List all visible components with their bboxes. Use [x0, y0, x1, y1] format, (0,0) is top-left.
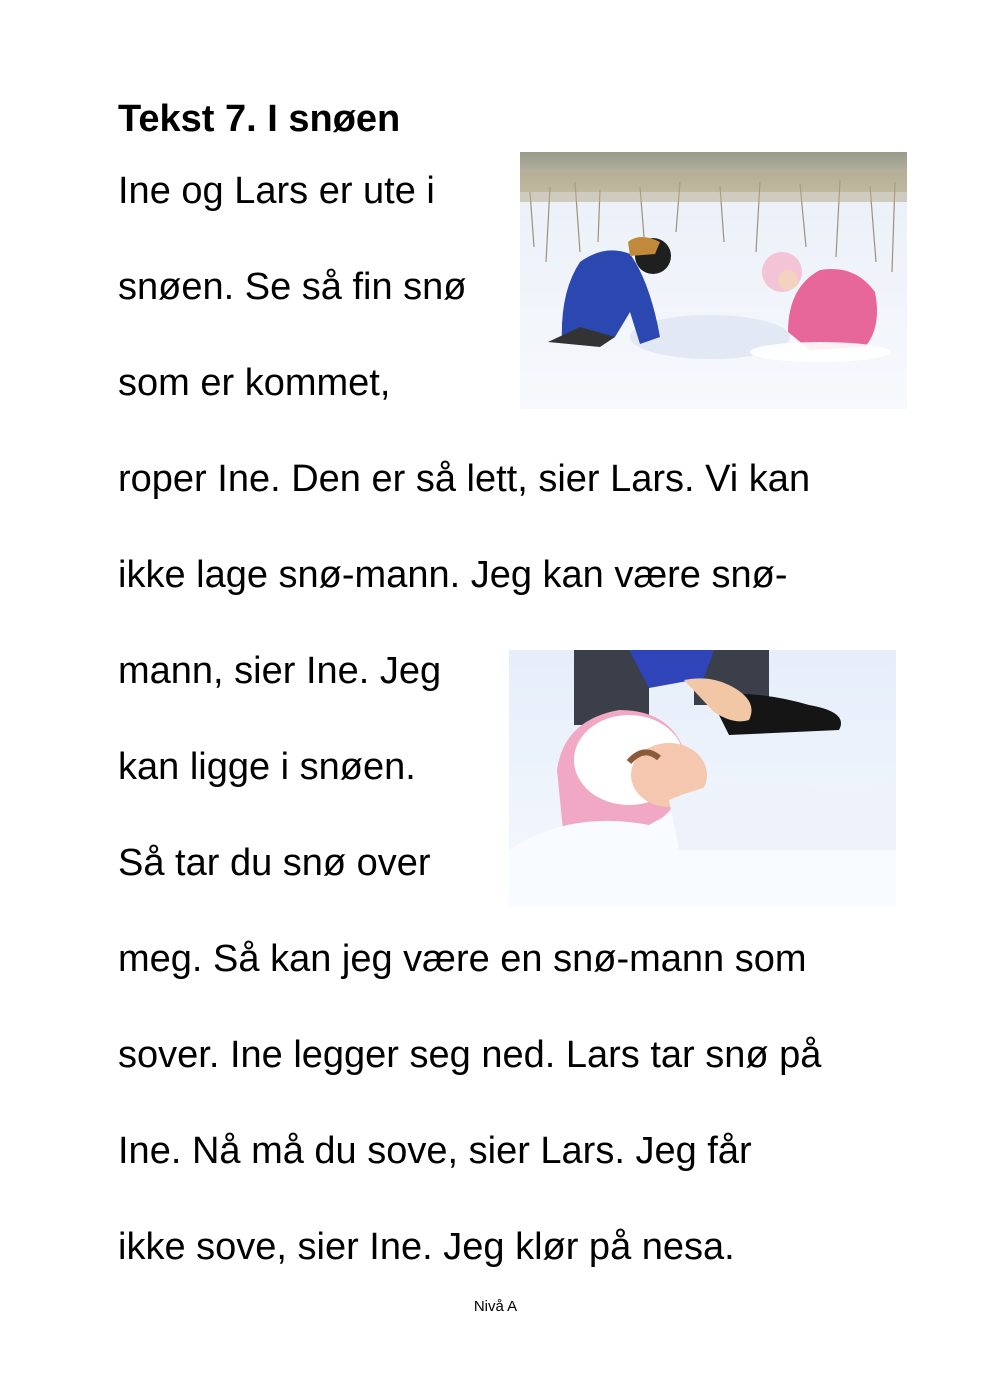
text-line-3: som er kommet, [118, 362, 391, 404]
page-title: Tekst 7. I snøen [118, 98, 401, 140]
text-line-5: ikke lage snø-mann. Jeg kan være snø- [118, 554, 788, 596]
photo-children-in-snow [520, 152, 907, 409]
text-line-8: Så tar du snø over [118, 842, 431, 884]
text-line-6: mann, sier Ine. Jeg [118, 650, 442, 692]
text-line-7: kan ligge i snøen. [118, 746, 416, 788]
level-label: Nivå A [473, 1298, 518, 1315]
text-line-2: snøen. Se så fin snø [118, 266, 467, 308]
text-line-1: Ine og Lars er ute i [118, 170, 435, 212]
text-line-10: sover. Ine legger seg ned. Lars tar snø på [118, 1034, 822, 1076]
photo-child-lying-in-snow [509, 650, 896, 906]
text-line-11: Ine. Nå må du sove, sier Lars. Jeg får [118, 1130, 752, 1172]
text-line-4: roper Ine. Den er så lett, sier Lars. Vi kan [118, 458, 811, 500]
text-line-9: meg. Så kan jeg være en snø-mann som [118, 938, 807, 980]
text-line-12: ikke sove, sier Ine. Jeg klør på nesa. [118, 1226, 735, 1268]
